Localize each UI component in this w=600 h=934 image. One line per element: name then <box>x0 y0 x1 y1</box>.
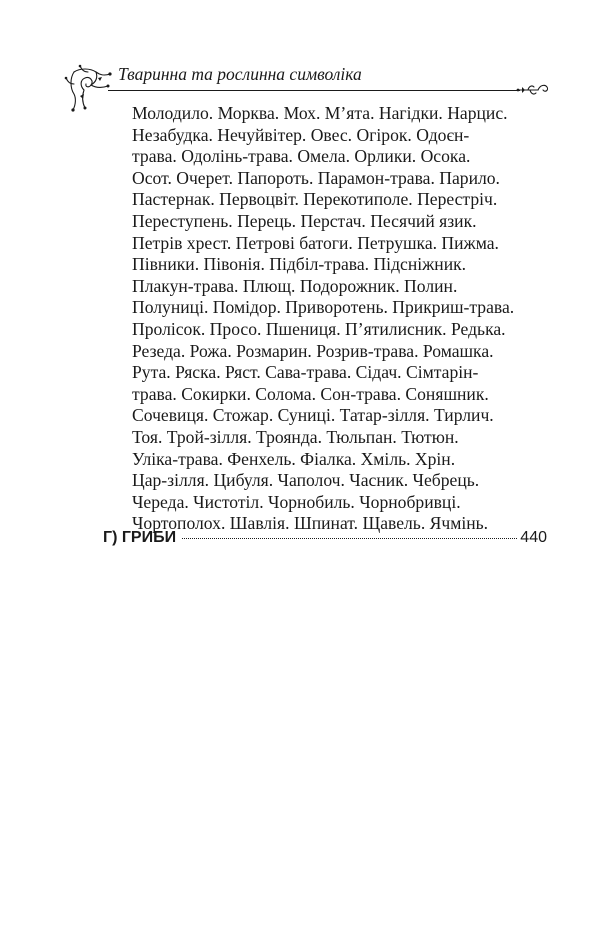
running-header <box>0 0 600 110</box>
text-line: Пролісок. Просо. Пшениця. П’ятилисник. Редька. <box>132 318 506 339</box>
text-line: Півники. Півонія. Підбіл-трава. Підсніжник. <box>132 254 467 275</box>
toc-page-number: 440 <box>520 529 547 546</box>
text-line: Сочевиця. Стожар. Суниці. Татар-зілля. Тирлич. <box>132 405 494 426</box>
text-line: Пастернак. Первоцвіт. Перекотиполе. Перестріч. <box>132 189 498 210</box>
floral-flourish-icon <box>516 80 550 100</box>
text-line: Молодило. Морква. Мох. М’ята. Нагідки. Нарцис. <box>132 103 508 123</box>
text-line: Осот. Очерет. Папороть. Парамон-трава. Парило. <box>132 167 500 188</box>
floral-corner-ornament-icon <box>60 64 120 120</box>
header-rule <box>108 90 520 91</box>
text-line: Уліка-трава. Фенхель. Фіалка. Хміль. Хрін. <box>132 448 456 469</box>
text-line: Переступень. Перець. Перстач. Песячий язик. <box>132 210 477 231</box>
text-line: Рута. Ряска. Ряст. Сава-трава. Сідач. Сімтарін- <box>132 362 479 383</box>
running-title: Тваринна та рослинна символіка <box>118 64 362 84</box>
text-line: Чортополох. Шавлія. Шпинат. Щавель. Ячмінь. <box>132 513 489 534</box>
text-line: Череда. Чистотіл. Чорнобиль. Чорнобривці. <box>132 491 461 512</box>
text-line: трава. Одолінь-трава. Омела. Орлики. Осока. <box>132 146 471 167</box>
text-line: Плакун-трава. Плющ. Подорожник. Полин. <box>132 275 458 296</box>
plant-list-paragraph <box>132 103 532 535</box>
text-line: Резеда. Рожа. Розмарин. Розрив-трава. Ромашка. <box>132 340 494 361</box>
text-line: Полуниці. Помідор. Приворотень. Прикриш-трава. <box>132 297 515 318</box>
toc-entry-label: Г) ГРИБИ <box>103 529 177 546</box>
text-line: трава. Сокирки. Солома. Сон-трава. Соняшник. <box>132 383 489 404</box>
text-line: Петрів хрест. Петрові батоги. Петрушка. Пижма. <box>132 232 499 253</box>
toc-leader-dots <box>182 538 517 539</box>
text-line: Тоя. Трой-зілля. Троянда. Тюльпан. Тютюн. <box>132 426 459 447</box>
toc-entry-mushrooms[interactable] <box>103 529 547 551</box>
text-line: Цар-зілля. Цибуля. Чаполоч. Часник. Чебрець. <box>132 470 480 491</box>
text-line: Незабудка. Нечуйвітер. Овес. Огірок. Одоєн- <box>132 124 470 145</box>
